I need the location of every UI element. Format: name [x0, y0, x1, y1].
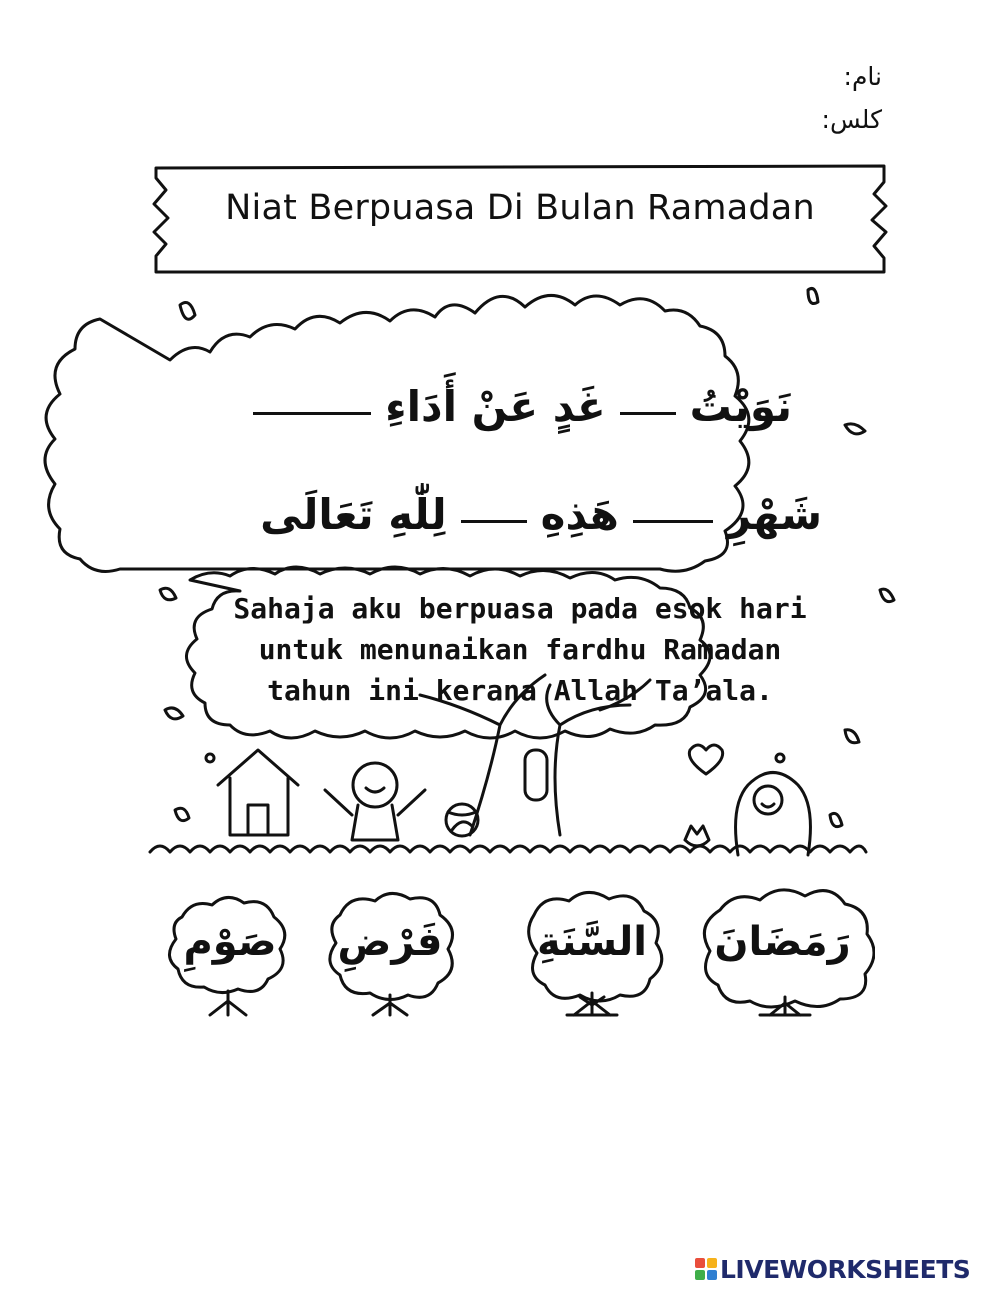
heart: [689, 745, 722, 774]
ball: [446, 804, 478, 836]
grass-line: [150, 846, 866, 852]
niat-word-lillahi: لِلّٰهِ تَعَالَى: [260, 490, 447, 539]
tree-scene-illustration: [0, 280, 1000, 880]
niat-word-nawaitu: نَوَيْتُ: [689, 382, 792, 431]
option-fard[interactable]: [315, 885, 465, 1020]
cat: [685, 826, 709, 846]
niat-word-ghadin: غَدٍ عَنْ أَدَاءِ: [385, 382, 606, 431]
option-sunnah[interactable]: [512, 885, 672, 1020]
niat-word-hazihi: هَذِهِ: [540, 490, 619, 539]
option-sawm[interactable]: [160, 885, 300, 1020]
liveworksheets-logo: [695, 1253, 970, 1285]
translation-line-1: Sahaja aku berpuasa pada esok hari: [233, 592, 807, 625]
blank-4[interactable]: [461, 518, 527, 523]
blank-2[interactable]: [253, 410, 371, 415]
niat-line-2: [260, 490, 822, 539]
option-word: رَمَضَانَ: [714, 919, 851, 965]
house: [218, 750, 298, 835]
boy: [353, 763, 397, 807]
class-label: كلس:: [821, 105, 882, 134]
niat-word-syahri: شَهْرِ: [726, 490, 822, 539]
option-word: صَوْمِ: [183, 919, 277, 965]
page-title: Niat Berpuasa Di Bulan Ramadan: [225, 188, 815, 228]
translation-line-2: untuk menunaikan fardhu Ramadan: [258, 633, 782, 666]
blank-1[interactable]: [620, 410, 676, 415]
option-ramadan[interactable]: [690, 885, 875, 1020]
translation: [175, 588, 865, 711]
blank-3[interactable]: [633, 518, 713, 523]
translation-line-3: tahun ini kerana Allah Ta’ala.: [267, 674, 773, 707]
option-word: السَّنَةِ: [536, 919, 648, 965]
brand-name: LIVEWORKSHEETS: [720, 1254, 971, 1284]
name-label: نام:: [843, 62, 882, 91]
option-word: فَرْضِ: [337, 919, 443, 965]
niat-line-1: [253, 382, 792, 431]
logo-mark-icon: [695, 1258, 717, 1280]
